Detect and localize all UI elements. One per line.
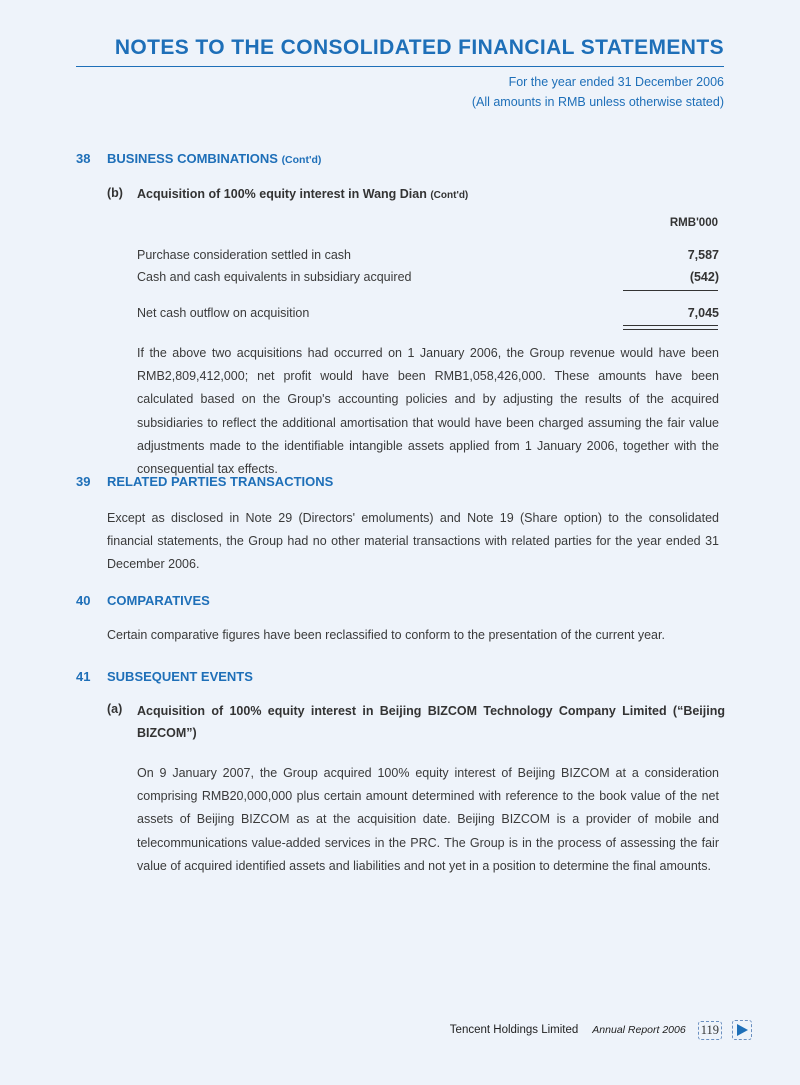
amounts-note: (All amounts in RMB unless otherwise stated) xyxy=(471,95,724,109)
row-amount: 7,045 xyxy=(687,306,719,320)
page-title: NOTES TO THE CONSOLIDATED FINANCIAL STATEMENTS xyxy=(114,36,724,59)
note-number: 38 xyxy=(76,151,91,166)
contd-label: (Cont'd) xyxy=(430,190,469,201)
note-39-heading xyxy=(76,474,333,489)
period-text: For the year ended 31 December 2006 xyxy=(508,75,724,89)
subtotal-rule xyxy=(623,290,718,291)
table-row xyxy=(137,248,719,262)
row-amount: (542) xyxy=(689,270,719,284)
sub-title: Acquisition of 100% equity interest in Wang Dian (Cont'd) xyxy=(137,187,469,201)
title-rule xyxy=(76,66,724,67)
page-footer xyxy=(450,1018,752,1042)
note-38-paragraph: If the above two acquisitions had occurred on 1 January 2006, the Group revenue would have been RMB2,809,412,000; net profit would have been RMB1,058,426,000. These amounts have been calculated based on the Group's accounting policies and by adjusting the results of the acquired subsidiaries to reflect the additional amortisation that would have been charged assuming the fair value adjustments made to the identifiable intangible assets applied from 1 January 2006, together with the consequential tax effects. xyxy=(137,346,719,477)
note-41-heading xyxy=(76,669,253,684)
contd-label: (Cont'd) xyxy=(281,154,322,166)
note-40-paragraph: Certain comparative figures have been reclassified to conform to the presentation of the current year. xyxy=(107,628,665,642)
note-number: 40 xyxy=(76,593,91,608)
note-number: 39 xyxy=(76,474,91,489)
sub-title: Acquisition of 100% equity interest in Beijing BIZCOM Technology Company Limited (“Beijing BIZCOM”) xyxy=(137,704,725,740)
row-label: Cash and cash equivalents in subsidiary acquired xyxy=(137,270,412,284)
note-title: BUSINESS COMBINATIONS xyxy=(107,151,278,166)
note-title: RELATED PARTIES TRANSACTIONS xyxy=(107,474,334,489)
note-40-heading xyxy=(76,593,210,608)
total-double-rule xyxy=(623,325,718,330)
note-title: SUBSEQUENT EVENTS xyxy=(107,669,253,684)
next-page-button[interactable] xyxy=(732,1020,752,1040)
row-amount: 7,587 xyxy=(687,248,719,262)
row-label: Purchase consideration settled in cash xyxy=(137,248,352,262)
report-name: Annual Report 2006 xyxy=(592,1024,686,1036)
page-number: 119 xyxy=(698,1021,722,1040)
note-38-heading xyxy=(76,151,321,166)
note-title: COMPARATIVES xyxy=(107,593,210,608)
note-41-paragraph: On 9 January 2007, the Group acquired 100% equity interest of Beijing BIZCOM at a consideration comprising RMB20,000,000 plus certain amount determined with reference to the book value of the net assets of Beijing BIZCOM as at the acquisition date. Beijing BIZCOM is a provider of mobile and telecommunications value-added services in the PRC. The Group is in the process of assessing the fair value of acquired identified assets and liabilities and not yet in a position to determine the final amounts. xyxy=(137,766,719,873)
row-label: Net cash outflow on acquisition xyxy=(137,306,310,320)
note-number: 41 xyxy=(76,669,91,684)
page-subtitle xyxy=(472,72,724,112)
sub-label: (b) xyxy=(107,186,123,200)
column-header-rmb: RMB'000 xyxy=(669,217,718,229)
play-arrow-icon xyxy=(736,1024,748,1036)
table-row xyxy=(137,270,719,284)
company-name: Tencent Holdings Limited xyxy=(449,1024,579,1036)
note-39-paragraph: Except as disclosed in Note 29 (Directors' emoluments) and Note 19 (Share option) to the consolidated financial statements, the Group had no other material transactions with related parties for the year ended 31 December 2006. xyxy=(107,511,719,572)
table-row xyxy=(137,306,719,320)
sub-label: (a) xyxy=(107,702,123,716)
